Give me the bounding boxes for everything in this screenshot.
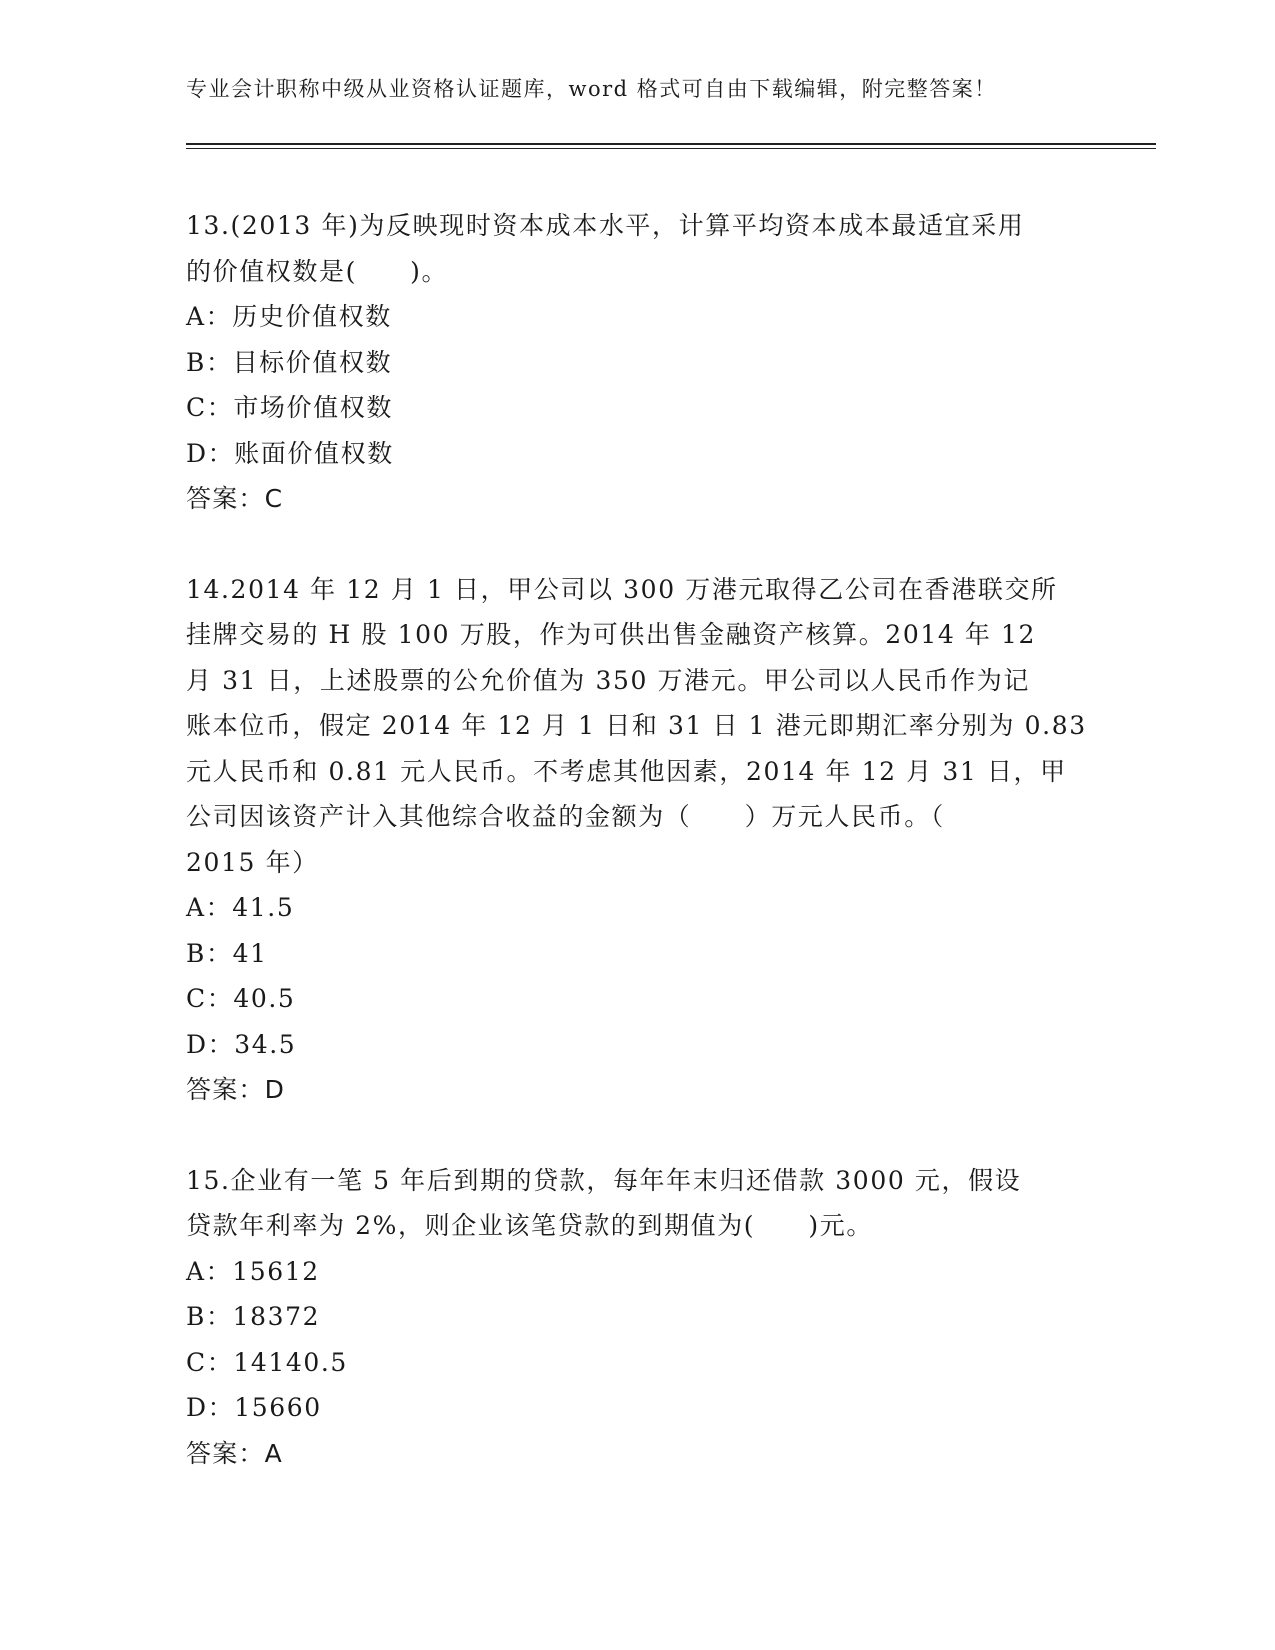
answer-line: 答案：D bbox=[186, 1075, 286, 1104]
question-stem bbox=[186, 203, 1086, 294]
option-b: B：18372 bbox=[186, 1302, 321, 1331]
option-b: B：41 bbox=[186, 938, 268, 968]
option-d: D：15660 bbox=[186, 1393, 322, 1422]
question-stem bbox=[186, 567, 1086, 886]
question-line: 公司因该资产计入其他综合收益的金额为（ ）万元人民币。（ bbox=[186, 802, 945, 831]
question-line: 14.2014 年 12 月 1 日，甲公司以 300 万港元取得乙公司在香港联交所 bbox=[186, 574, 1058, 604]
question-line: 的价值权数是( )。 bbox=[186, 256, 449, 286]
option-a: A：历史价值权数 bbox=[186, 302, 392, 331]
question-line: 2015 年） bbox=[186, 847, 319, 877]
option-d: D：34.5 bbox=[186, 1029, 297, 1059]
option-d: D：账面价值权数 bbox=[186, 438, 394, 468]
answer-line: 答案：C bbox=[186, 484, 284, 513]
question-line: 挂牌交易的 H 股 100 万股，作为可供出售金融资产核算。2014 年 12 bbox=[186, 620, 1037, 649]
answer-line: 答案：A bbox=[186, 1438, 283, 1468]
option-c: C：14140.5 bbox=[186, 1347, 348, 1377]
option-c: C：市场价值权数 bbox=[186, 393, 393, 422]
option-a: A：41.5 bbox=[186, 893, 295, 922]
question-15 bbox=[186, 1158, 1086, 1477]
question-13 bbox=[186, 203, 1086, 522]
header-divider-thin bbox=[186, 148, 1156, 149]
option-b: B：目标价值权数 bbox=[186, 347, 393, 377]
question-line: 贷款年利率为 2%，则企业该笔贷款的到期值为( )元。 bbox=[186, 1211, 873, 1240]
option-a: A：15612 bbox=[186, 1256, 320, 1286]
header-divider bbox=[186, 143, 1156, 145]
option-c: C：40.5 bbox=[186, 984, 296, 1013]
question-line: 13.(2013 年)为反映现时资本成本水平，计算平均资本成本最适宜采用 bbox=[186, 211, 1025, 240]
question-line: 月 31 日，上述股票的公允价值为 350 万港元。甲公司以人民币作为记 bbox=[186, 665, 1030, 695]
question-stem bbox=[186, 1158, 1086, 1249]
question-list bbox=[186, 203, 1086, 1476]
page-header: 专业会计职称中级从业资格认证题库，word 格式可自由下载编辑，附完整答案！ bbox=[186, 77, 997, 101]
question-14 bbox=[186, 567, 1086, 1113]
question-line: 15.企业有一笔 5 年后到期的贷款，每年年末归还借款 3000 元，假设 bbox=[186, 1165, 1022, 1195]
question-line: 账本位币，假定 2014 年 12 月 1 日和 31 日 1 港元即期汇率分别为 0.83 bbox=[186, 711, 1087, 740]
question-line: 元人民币和 0.81 元人民币。不考虑其他因素，2014 年 12 月 31 日，甲 bbox=[186, 756, 1067, 786]
